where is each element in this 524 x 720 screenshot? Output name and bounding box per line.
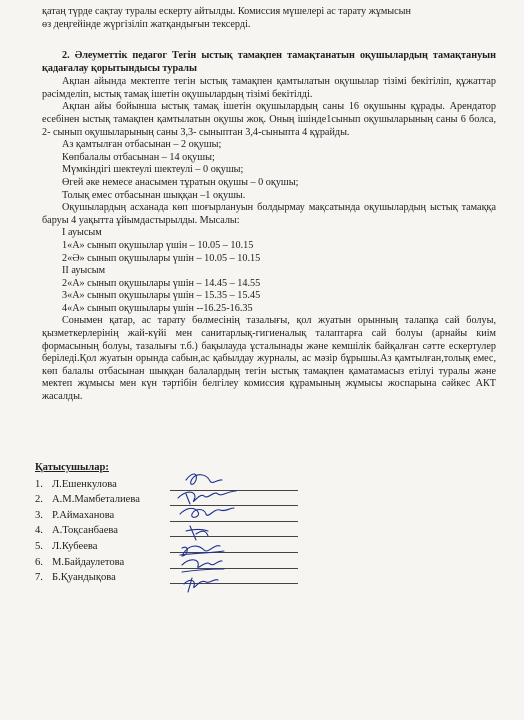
participant-name: Л.Ешенкулова bbox=[52, 478, 117, 490]
participant-number: 3. bbox=[35, 509, 43, 521]
paragraph-1: Ақпан айында мектепте тегін ыстық тамақпен қамтылатын оқушылар тізімі бекітіліп, құжаттар рәсімделіп, ыстық тамақ ішетін оқушылардың тізімі бекітілді. bbox=[42, 76, 496, 100]
category-item: Мүмкіндігі шектеулі шектеулі – 0 оқушы; bbox=[62, 164, 244, 176]
signature-7 bbox=[184, 578, 218, 592]
section-heading: 2. Әлеуметтік педагог Тегін ыстық тамақпен тамақтанатын оқушылардың тамақтануын қадағалау қорытындысы туралы bbox=[42, 50, 496, 74]
category-item: Толық емес отбасынан шыққан –1 оқушы. bbox=[62, 189, 246, 201]
participants-title: Қатысушылар: bbox=[35, 462, 109, 473]
participant-name: М.Байдаулетова bbox=[52, 556, 125, 568]
signature-1 bbox=[186, 474, 222, 484]
participant-name: А.Тоқсанбаева bbox=[52, 525, 118, 537]
paragraph-4: Сонымен қатар, ас тарату бөлмесінің тазалығы, қол жуатын орынның талапқа сай болуы, қызметкерлерінің жай-күйі мен санитарлық-гигиеналық талаптарға сай болуы (арнайы киім формасының болуы, тазалығы т.б.) бақылауда ұсталынады және кемшілік байқалған сәтте ескертулер беріледі.Қол жуатын орында сабын,ас қабылдау журналы, ас мәзір бұрышы.Аз қамтылған,толық емес, көп балалы отбасынан шыққан балалардың тегін ыстық тамақпен қаматамасыз етілуі туралы және мектеп жұмысы мен күн тәртібін белгілеу комиссия құрамының жұмысы жоспарына сәйкес АКТ жасалды. bbox=[42, 315, 496, 403]
shift-1-label: I ауысым bbox=[62, 227, 102, 239]
schedule-item: 1«А» сынып оқушылар үшін – 10.05 – 10.15 bbox=[62, 239, 254, 251]
participant-number: 7. bbox=[35, 572, 43, 584]
signature-3 bbox=[180, 508, 234, 517]
signature-4 bbox=[186, 526, 208, 540]
participant-name: А.М.Мамбеталиева bbox=[52, 494, 140, 506]
schedule-item: 4«А» сынып оқушылары үшін --16.25-16.35 bbox=[62, 302, 253, 314]
participant-number: 6. bbox=[35, 556, 43, 568]
schedule-item: 2«А» сынып оқушылары үшін – 14.45 – 14.55 bbox=[62, 277, 261, 289]
signature-6 bbox=[182, 560, 224, 572]
signature-2 bbox=[178, 491, 236, 504]
paragraph-2: Ақпан айы бойынша ыстық тамақ ішетін оқушылардың саны 16 оқушыны құрады. Арендатор есебінен ыстық тамақпен қамтылатын оқушы жоқ. Оның ішінде1сынып оқушыларының саны 6 болса, 2- сынып оқушыларының саны 3,3- сыныптан 3,4-сыныпта 4 құрайды. bbox=[42, 101, 496, 138]
schedule-item: 3«А» сынып оқушылары үшін – 15.35 – 15.45 bbox=[62, 290, 261, 302]
signature-5 bbox=[180, 546, 224, 556]
shift-2-label: II ауысым bbox=[62, 265, 106, 277]
participant-number: 2. bbox=[35, 494, 43, 506]
intro-line-2: өз деңгейінде жүргізіліп жатқандығын тексерді. bbox=[42, 18, 251, 30]
participant-name: Л.Кубеева bbox=[52, 540, 98, 552]
paragraph-3: Оқушылардың асханада көп шоғырлануын болдырмау мақсатында оқушылардың ыстық тамаққа баруы 4 уақытта ұйымдастырылды. Мысалы: bbox=[42, 202, 496, 226]
participant-name: Р.Аймаханова bbox=[52, 509, 115, 521]
category-item: Аз қамтылған отбасынан – 2 оқушы; bbox=[62, 139, 222, 151]
participant-name: Б.Қуандықова bbox=[52, 572, 116, 584]
intro-line-1: қатаң түрде сақтау туралы ескерту айтылды. Комиссия мүшелері ас тарату жұмысын bbox=[42, 6, 411, 17]
participant-number: 4. bbox=[35, 525, 43, 537]
participant-number: 5. bbox=[35, 540, 43, 552]
category-item: Өгей әке немесе анасымен тұратын оқушы – 0 оқушы; bbox=[62, 176, 299, 188]
participant-number: 1. bbox=[35, 478, 43, 490]
schedule-item: 2«Ә» сынып оқушылары үшін – 10.05 – 10.15 bbox=[62, 252, 261, 264]
category-item: Көпбалалы отбасынан – 14 оқушы; bbox=[62, 151, 215, 163]
